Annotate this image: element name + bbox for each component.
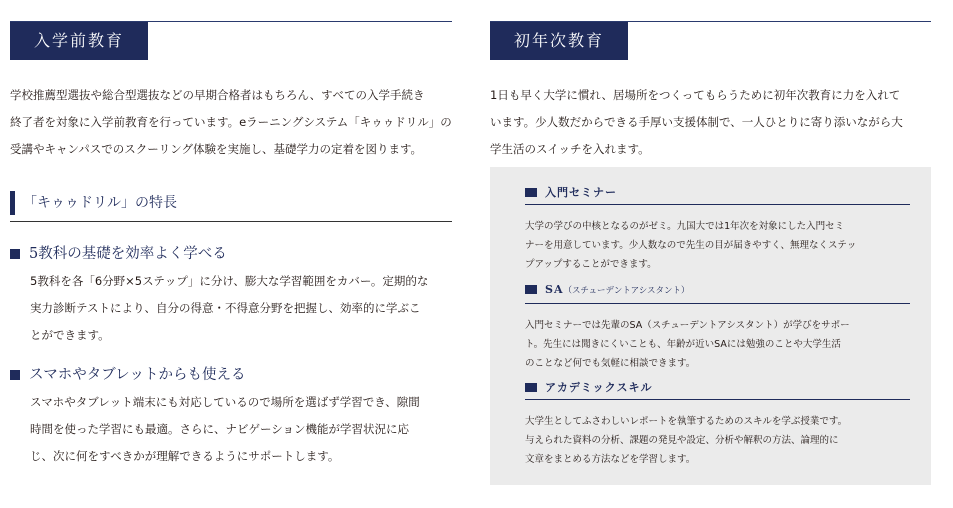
body-line: のことなど何でも気軽に相談できます。 xyxy=(525,358,696,369)
panel-item-header xyxy=(525,283,690,296)
sa-subtitle: （スチューデントアシスタント） xyxy=(563,286,690,296)
panel-divider xyxy=(525,204,910,205)
panel-divider xyxy=(525,399,910,400)
body-line: 5教科を各「6分野×5ステップ」に分け、膨大な学習範囲をカバー。定期的な xyxy=(30,274,429,288)
body-line: スマホやタブレット端末にも対応しているので場所を選ばず学習でき、隙間 xyxy=(30,395,420,409)
body-line: 文章をまとめる方法などを学習します。 xyxy=(525,454,696,465)
square-bullet-icon xyxy=(10,249,20,259)
square-bullet-icon xyxy=(525,383,537,392)
panel-item-body xyxy=(525,412,920,469)
feature-item-title: スマホやタブレットからも使える xyxy=(29,367,246,383)
body-line: 実力診断テストにより、自分の得意・不得意分野を把握し、効率的に学ぶこ xyxy=(30,301,421,315)
feature-item-header xyxy=(10,244,452,264)
pre-enrollment-section xyxy=(10,0,452,470)
feature-item-header xyxy=(10,365,452,385)
heading-bar-icon xyxy=(10,191,15,215)
square-bullet-icon xyxy=(10,370,20,380)
panel-item-header xyxy=(525,184,617,200)
body-line: ナーを用意しています。少人数なので先生の目が届きやすく、無理なくステッ xyxy=(525,240,857,251)
intro-line: 1日も早く大学に慣れ、居場所をつくってもらうために初年次教育に力を入れて xyxy=(490,88,901,102)
panel-item-title xyxy=(545,283,690,296)
intro-line: 終了者を対象に入学前教育を行っています。eラーニングシステム「キゥゥドリル」の xyxy=(10,115,452,129)
section-header xyxy=(10,16,452,60)
feature-item-title: 5教科の基礎を効率よく学べる xyxy=(29,246,227,262)
panel-item-body xyxy=(525,316,920,373)
square-bullet-icon xyxy=(525,188,537,197)
feature-item-body xyxy=(10,268,452,349)
section-intro xyxy=(10,82,452,163)
body-line: じ、次に何をすべきかが理解できるようにサポートします。 xyxy=(30,449,340,463)
panel-item-header xyxy=(525,379,652,395)
square-bullet-icon xyxy=(525,285,537,294)
feature-item-body xyxy=(10,389,452,470)
body-line: とができます。 xyxy=(30,328,110,342)
body-line: 大学生としてふさわしいレポートを執筆するためのスキルを学ぶ授業です。 xyxy=(525,416,848,427)
intro-line: 学生活のスイッチを入れます。 xyxy=(490,142,650,156)
first-year-section xyxy=(490,0,931,465)
intro-line: 受講やキャンパスでのスクーリング体験を実施し、基礎学力の定着を図ります。 xyxy=(10,142,423,156)
feature-heading-text: 「キゥゥドリル」の特長 xyxy=(23,195,177,211)
section-title: 初年次教育 xyxy=(490,22,628,60)
section-header xyxy=(490,16,931,60)
intro-line: 学校推薦型選抜や総合型選抜などの早期合格者はもちろん、すべての入学手続き xyxy=(10,88,425,102)
program-panel xyxy=(490,167,931,485)
intro-line: います。少人数だからできる手厚い支援体制で、一人ひとりに寄り添いながら大 xyxy=(490,115,903,129)
panel-divider xyxy=(525,303,910,304)
body-line: 与えられた資料の分析、課題の発見や設定、分析や解釈の方法、論理的に xyxy=(525,435,839,446)
panel-item-title: アカデミックスキル xyxy=(545,381,653,394)
body-line: プアップすることができます。 xyxy=(525,259,657,270)
panel-item-body xyxy=(525,217,920,274)
body-line: 大学の学びの中核となるのがゼミ。九国大では1年次を対象にした入門セミ xyxy=(525,221,845,232)
body-line: 入門セミナーでは先輩のSA（スチューデントアシスタント）が学びをサポー xyxy=(525,320,850,331)
sa-label: SA xyxy=(545,283,564,296)
body-line: ト。先生には聞きにくいことも、年齢が近いSAには勉強のことや大学生活 xyxy=(525,339,841,350)
section-title: 入学前教育 xyxy=(10,22,148,60)
feature-heading xyxy=(10,191,452,222)
section-intro xyxy=(490,82,931,163)
panel-item-title: 入門セミナー xyxy=(545,186,617,199)
body-line: 時間を使った学習にも最適。さらに、ナビゲーション機能が学習状況に応 xyxy=(30,422,410,436)
